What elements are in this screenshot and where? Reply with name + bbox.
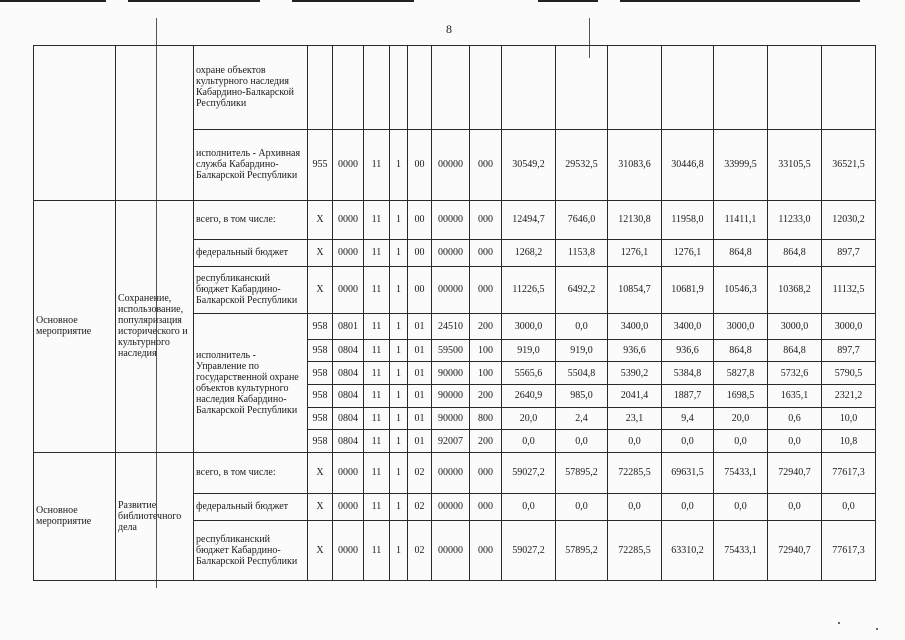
table-cell: 919,0 xyxy=(556,339,608,362)
table-cell: X xyxy=(308,452,333,493)
table-body xyxy=(34,46,876,581)
table-cell: 9,4 xyxy=(662,407,714,430)
table-cell: 000 xyxy=(470,239,502,266)
table-cell: 5390,2 xyxy=(608,362,662,385)
table-cell: 11 xyxy=(364,266,390,313)
table-cell: 000 xyxy=(470,266,502,313)
table-cell: 0,0 xyxy=(662,493,714,520)
table-cell xyxy=(714,46,768,130)
table-cell: 1268,2 xyxy=(502,239,556,266)
scan-artifact-line xyxy=(292,0,414,2)
table-cell: 0,0 xyxy=(662,430,714,453)
table-cell xyxy=(408,46,432,130)
table-cell: 1 xyxy=(390,339,408,362)
table-cell: 90000 xyxy=(432,385,470,408)
table-cell: 5504,8 xyxy=(556,362,608,385)
table-cell: 20,0 xyxy=(714,407,768,430)
table-cell: 958 xyxy=(308,430,333,453)
table-cell: 72285,5 xyxy=(608,520,662,580)
table-cell: 00000 xyxy=(432,520,470,580)
table-cell: 69631,5 xyxy=(662,452,714,493)
table-cell: 11 xyxy=(364,407,390,430)
table-cell: 11411,1 xyxy=(714,200,768,239)
table-cell: 75433,1 xyxy=(714,452,768,493)
table-cell: 936,6 xyxy=(662,339,714,362)
table-cell: 0,0 xyxy=(502,493,556,520)
table-cell: 864,8 xyxy=(714,339,768,362)
table-row xyxy=(34,452,876,493)
table-cell: 0804 xyxy=(333,339,364,362)
table-cell: 0000 xyxy=(333,493,364,520)
table-cell: 24510 xyxy=(432,314,470,340)
table-cell: 90000 xyxy=(432,362,470,385)
table-cell: 29532,5 xyxy=(556,129,608,200)
table-cell: 0,0 xyxy=(822,493,876,520)
table-cell xyxy=(662,46,714,130)
table-cell: X xyxy=(308,266,333,313)
table-cell: 02 xyxy=(408,452,432,493)
table-cell: 955 xyxy=(308,129,333,200)
table-cell: X xyxy=(308,239,333,266)
table-cell: 11 xyxy=(364,520,390,580)
table-cell: 00000 xyxy=(432,266,470,313)
event-status-cell: Основное мероприятие xyxy=(34,452,116,580)
table-cell: 59027,2 xyxy=(502,452,556,493)
table-cell: 10854,7 xyxy=(608,266,662,313)
table-cell: 958 xyxy=(308,385,333,408)
table-cell: 864,8 xyxy=(768,239,822,266)
table-cell: 72285,5 xyxy=(608,452,662,493)
table-cell: 1 xyxy=(390,266,408,313)
table-cell: 33105,5 xyxy=(768,129,822,200)
table-cell: 000 xyxy=(470,452,502,493)
table-cell: 11 xyxy=(364,314,390,340)
table-cell: 90000 xyxy=(432,407,470,430)
table-cell: 1153,8 xyxy=(556,239,608,266)
table-cell: 0801 xyxy=(333,314,364,340)
table-cell xyxy=(308,46,333,130)
table-cell: 59500 xyxy=(432,339,470,362)
table-cell: 30446,8 xyxy=(662,129,714,200)
table-cell: 30549,2 xyxy=(502,129,556,200)
table-cell: 200 xyxy=(470,430,502,453)
table-cell: X xyxy=(308,493,333,520)
table-cell: 00000 xyxy=(432,129,470,200)
table-cell: 57895,2 xyxy=(556,520,608,580)
table-cell: 23,1 xyxy=(608,407,662,430)
table-cell: 000 xyxy=(470,493,502,520)
table-cell: 11 xyxy=(364,239,390,266)
table-cell: 00 xyxy=(408,129,432,200)
scan-dot xyxy=(838,622,840,624)
table-cell: 1 xyxy=(390,239,408,266)
budget-table xyxy=(33,45,876,581)
page-number: 8 xyxy=(446,22,452,36)
table-cell: 11 xyxy=(364,129,390,200)
table-cell: 0,0 xyxy=(556,430,608,453)
table-cell: 1 xyxy=(390,200,408,239)
table-cell: 12130,8 xyxy=(608,200,662,239)
table-cell: 100 xyxy=(470,339,502,362)
event-status-cell: Основное мероприятие xyxy=(34,200,116,452)
table-cell: 01 xyxy=(408,362,432,385)
table-cell: 11 xyxy=(364,385,390,408)
table-cell: 0,0 xyxy=(556,314,608,340)
table-cell: 1 xyxy=(390,493,408,520)
table-cell: 1 xyxy=(390,314,408,340)
table-cell: 20,0 xyxy=(502,407,556,430)
table-cell: 000 xyxy=(470,200,502,239)
table-cell: 72940,7 xyxy=(768,452,822,493)
table-cell: 10368,2 xyxy=(768,266,822,313)
table-cell: 3000,0 xyxy=(822,314,876,340)
table-cell xyxy=(502,46,556,130)
event-name-cell: Сохранение, использование, популяризация исторического и культурного наследия xyxy=(116,200,194,452)
table-cell: 10,0 xyxy=(822,407,876,430)
table-cell: 0,0 xyxy=(608,430,662,453)
table-cell: 77617,3 xyxy=(822,520,876,580)
table-cell xyxy=(768,46,822,130)
table-cell: 3000,0 xyxy=(714,314,768,340)
table-cell: 1 xyxy=(390,520,408,580)
table-cell: 77617,3 xyxy=(822,452,876,493)
table-cell: 1 xyxy=(390,430,408,453)
table-cell: 02 xyxy=(408,520,432,580)
table-cell: 00000 xyxy=(432,239,470,266)
table-cell: 864,8 xyxy=(714,239,768,266)
table-cell: 33999,5 xyxy=(714,129,768,200)
table-cell: 0804 xyxy=(333,430,364,453)
table-cell: 57895,2 xyxy=(556,452,608,493)
table-cell: 3400,0 xyxy=(662,314,714,340)
table-cell: 958 xyxy=(308,362,333,385)
table-cell: 5827,8 xyxy=(714,362,768,385)
table-cell: 2041,4 xyxy=(608,385,662,408)
table-cell: 1276,1 xyxy=(662,239,714,266)
table-cell: 3000,0 xyxy=(768,314,822,340)
table-cell: 985,0 xyxy=(556,385,608,408)
row-label-cell: исполнитель - Архивная служба Кабардино-Балкарской Республики xyxy=(194,129,308,200)
scan-artifact-line xyxy=(128,0,260,2)
table-row xyxy=(34,46,876,130)
table-cell: 00000 xyxy=(432,493,470,520)
table-cell: 1 xyxy=(390,385,408,408)
table-cell: 11132,5 xyxy=(822,266,876,313)
table-cell: 01 xyxy=(408,407,432,430)
table-cell: 0804 xyxy=(333,362,364,385)
row-label-cell: охране объектов культурного наследия Кабардино-Балкарской Республики xyxy=(194,46,308,130)
table-cell: 1698,5 xyxy=(714,385,768,408)
table-cell: 864,8 xyxy=(768,339,822,362)
table-cell: 0804 xyxy=(333,407,364,430)
table-cell xyxy=(390,46,408,130)
table-cell: 3400,0 xyxy=(608,314,662,340)
table-cell: 5565,6 xyxy=(502,362,556,385)
table-cell: 01 xyxy=(408,385,432,408)
table-cell: 5384,8 xyxy=(662,362,714,385)
table-cell: 11233,0 xyxy=(768,200,822,239)
table-cell: 1 xyxy=(390,407,408,430)
table-cell: 0,0 xyxy=(608,493,662,520)
table-cell: 0000 xyxy=(333,452,364,493)
table-cell: 00 xyxy=(408,266,432,313)
table-cell: 0,6 xyxy=(768,407,822,430)
table-cell: 63310,2 xyxy=(662,520,714,580)
table-cell: 11 xyxy=(364,339,390,362)
table-cell: 01 xyxy=(408,430,432,453)
table-cell: 000 xyxy=(470,520,502,580)
table-cell: 958 xyxy=(308,407,333,430)
table-cell: 10681,9 xyxy=(662,266,714,313)
table-cell: 7646,0 xyxy=(556,200,608,239)
table-cell: 11 xyxy=(364,362,390,385)
table-cell: 0,0 xyxy=(714,493,768,520)
table-cell xyxy=(556,46,608,130)
table-cell xyxy=(822,46,876,130)
table-cell: 12030,2 xyxy=(822,200,876,239)
table-cell: 11 xyxy=(364,430,390,453)
table-cell: 11 xyxy=(364,493,390,520)
table-cell xyxy=(470,46,502,130)
table-cell: 1 xyxy=(390,452,408,493)
table-cell: 6492,2 xyxy=(556,266,608,313)
row-label-cell: федеральный бюджет xyxy=(194,493,308,520)
table-cell: 897,7 xyxy=(822,239,876,266)
table-cell: 11 xyxy=(364,452,390,493)
table-cell: 0000 xyxy=(333,239,364,266)
table-cell: 936,6 xyxy=(608,339,662,362)
table-cell: 1887,7 xyxy=(662,385,714,408)
row-label-cell: республиканский бюджет Кабардино-Балкарской Республики xyxy=(194,266,308,313)
table-cell: 00000 xyxy=(432,200,470,239)
event-name-cell xyxy=(116,46,194,201)
table-cell: 92007 xyxy=(432,430,470,453)
table-cell: 2321,2 xyxy=(822,385,876,408)
scan-artifact-line xyxy=(0,0,106,2)
table-cell: 0,0 xyxy=(768,493,822,520)
table-cell: 200 xyxy=(470,314,502,340)
row-label-cell: федеральный бюджет xyxy=(194,239,308,266)
executor-label-cell: исполнитель - Управление по государственной охране объектов культурного наследия Кабардино-Балкарской Республики xyxy=(194,314,308,453)
table-cell: 75433,1 xyxy=(714,520,768,580)
table-cell: X xyxy=(308,200,333,239)
table-cell: 000 xyxy=(470,129,502,200)
event-name-cell: Развитие библиотечного дела xyxy=(116,452,194,580)
table-cell: 958 xyxy=(308,339,333,362)
table-cell: 0000 xyxy=(333,266,364,313)
table-cell: 100 xyxy=(470,362,502,385)
table-cell: X xyxy=(308,520,333,580)
table-cell: 0,0 xyxy=(556,493,608,520)
row-label-cell: всего, в том числе: xyxy=(194,452,308,493)
scan-artifact-line xyxy=(538,0,598,2)
table-cell: 0000 xyxy=(333,129,364,200)
table-cell xyxy=(432,46,470,130)
table-cell: 0000 xyxy=(333,520,364,580)
table-cell: 1276,1 xyxy=(608,239,662,266)
table-cell: 72940,7 xyxy=(768,520,822,580)
table-cell: 2640,9 xyxy=(502,385,556,408)
table-cell xyxy=(364,46,390,130)
table-cell: 5732,6 xyxy=(768,362,822,385)
table-cell: 00 xyxy=(408,200,432,239)
table-cell: 1 xyxy=(390,129,408,200)
table-row xyxy=(34,200,876,239)
table-cell: 897,7 xyxy=(822,339,876,362)
table-cell: 0000 xyxy=(333,200,364,239)
table-cell xyxy=(333,46,364,130)
table-cell xyxy=(608,46,662,130)
row-label-cell: всего, в том числе: xyxy=(194,200,308,239)
table-cell: 800 xyxy=(470,407,502,430)
table-cell: 10,8 xyxy=(822,430,876,453)
table-cell: 200 xyxy=(470,385,502,408)
scan-dot xyxy=(876,628,878,630)
table-cell: 0804 xyxy=(333,385,364,408)
table-cell: 01 xyxy=(408,339,432,362)
table-cell: 31083,6 xyxy=(608,129,662,200)
table-cell: 919,0 xyxy=(502,339,556,362)
table-cell: 01 xyxy=(408,314,432,340)
table-cell: 10546,3 xyxy=(714,266,768,313)
table-cell: 1635,1 xyxy=(768,385,822,408)
table-cell: 3000,0 xyxy=(502,314,556,340)
table-cell: 12494,7 xyxy=(502,200,556,239)
table-cell: 0,0 xyxy=(502,430,556,453)
table-cell: 5790,5 xyxy=(822,362,876,385)
table-cell: 11958,0 xyxy=(662,200,714,239)
table-cell: 02 xyxy=(408,493,432,520)
table-cell: 958 xyxy=(308,314,333,340)
table-cell: 00000 xyxy=(432,452,470,493)
table-cell: 0,0 xyxy=(714,430,768,453)
table-cell: 2,4 xyxy=(556,407,608,430)
row-label-cell: республиканский бюджет Кабардино-Балкарской Республики xyxy=(194,520,308,580)
event-status-cell xyxy=(34,46,116,201)
table-cell: 11226,5 xyxy=(502,266,556,313)
table-cell: 59027,2 xyxy=(502,520,556,580)
scan-artifact-line xyxy=(620,0,860,2)
table-cell: 0,0 xyxy=(768,430,822,453)
table-cell: 00 xyxy=(408,239,432,266)
table-cell: 11 xyxy=(364,200,390,239)
table-cell: 36521,5 xyxy=(822,129,876,200)
table-cell: 1 xyxy=(390,362,408,385)
